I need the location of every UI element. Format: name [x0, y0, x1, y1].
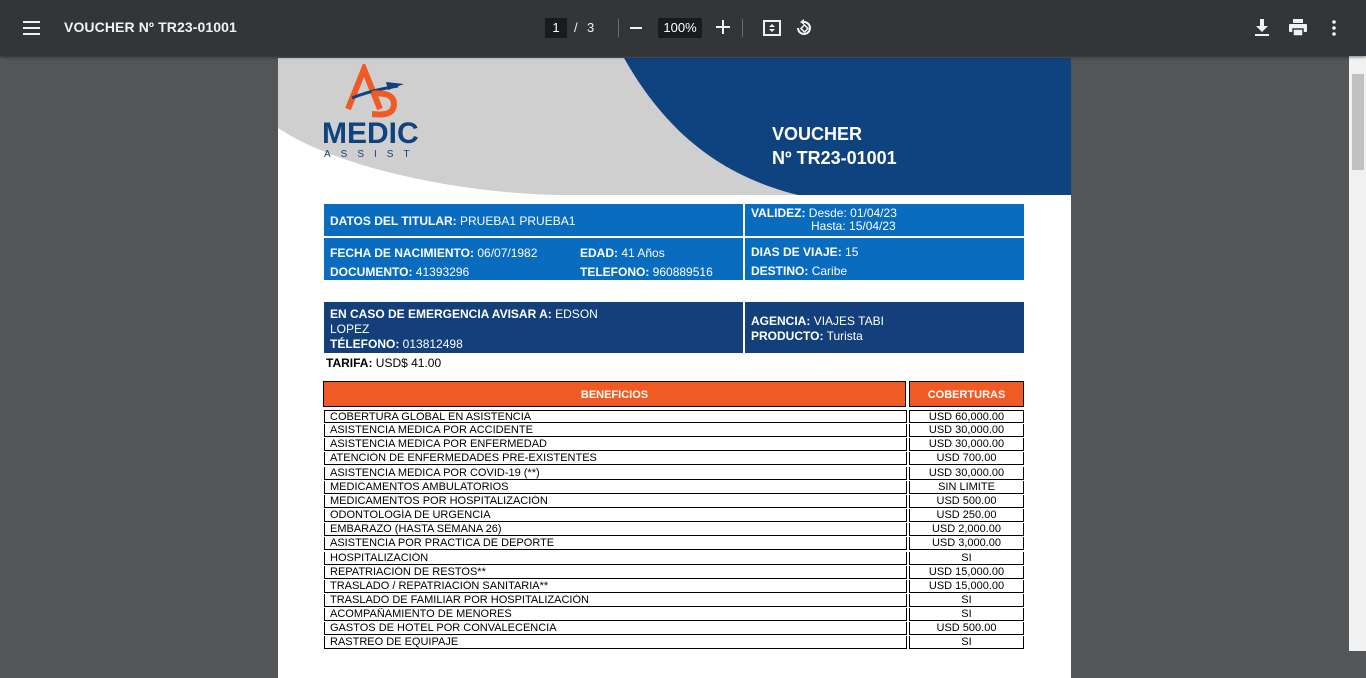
voucher-number: Nº TR23-01001 — [772, 148, 897, 168]
benefit-coverage: USD 700.00 — [909, 452, 1024, 465]
zoom-in-icon[interactable] — [716, 20, 730, 34]
table-row — [324, 594, 1024, 607]
table-row — [324, 509, 1024, 522]
benefit-name: TRASLADO DE FAMILIAR POR HOSPITALIZACIÓN — [324, 594, 907, 607]
validez-desde: Desde: 01/04/23 — [808, 206, 897, 220]
validez-label: VALIDEZ: — [751, 206, 806, 220]
benefit-coverage: SI — [909, 636, 1024, 649]
zoom-level-input[interactable]: 100% — [658, 18, 702, 38]
benefit-coverage: USD 250.00 — [909, 509, 1024, 522]
edad-value: 41 Años — [621, 246, 665, 260]
benefit-coverage: USD 3,000.00 — [909, 537, 1024, 550]
logo-medic-text: MEDIC — [322, 117, 419, 150]
page-separator: / — [574, 20, 578, 35]
table-row — [324, 608, 1024, 621]
benefit-name: RASTREO DE EQUIPAJE — [324, 636, 907, 649]
emergencia-tel-label: TÉLEFONO: — [330, 337, 400, 351]
page-total: 3 — [587, 20, 595, 35]
toolbar-divider — [618, 19, 619, 37]
logo-assist-text: ASSIST — [324, 149, 420, 160]
benefit-name: HOSPITALIZACIÓN — [324, 552, 907, 565]
benefit-coverage: USD 500.00 — [909, 622, 1024, 635]
zoom-out-icon[interactable] — [630, 27, 642, 29]
benefit-name: MEDICAMENTOS POR HOSPITALIZACIÓN — [324, 495, 907, 508]
document-title: VOUCHER Nº TR23-01001 — [64, 19, 237, 35]
table-row — [324, 467, 1024, 480]
emergency-cell — [324, 302, 743, 353]
dias-value: 15 — [845, 245, 859, 259]
emergencia-value-1: EDSON — [555, 307, 598, 321]
trip-data-cell — [745, 238, 1024, 280]
nacimiento-value: 06/07/1982 — [477, 246, 538, 260]
table-row — [324, 622, 1024, 635]
producto-label: PRODUCTO: — [751, 329, 824, 343]
benefit-coverage: USD 60,000.00 — [909, 410, 1024, 423]
producto-value: Turista — [826, 329, 863, 343]
table-row — [324, 537, 1024, 550]
benefit-name: ATENCIÓN DE ENFERMEDADES PRE-EXISTENTES — [324, 452, 907, 465]
more-icon[interactable] — [1330, 19, 1338, 37]
table-row — [324, 424, 1024, 437]
rotate-icon[interactable] — [794, 18, 814, 38]
benefit-coverage: USD 2,000.00 — [909, 523, 1024, 536]
voucher-title-line1: VOUCHER — [772, 124, 863, 144]
benefit-name: REPATRIACIÓN DE RESTOS** — [324, 566, 907, 579]
benefit-name: ASISTENCIA MEDICA POR ACCIDENTE — [324, 424, 907, 437]
page-number-input[interactable]: 1 — [545, 18, 567, 38]
table-row — [324, 580, 1024, 593]
benefit-name: ACOMPAÑAMIENTO DE MENORES — [324, 608, 907, 621]
telefono-value: 960889516 — [652, 265, 713, 279]
documento-value: 41393296 — [415, 265, 470, 279]
edad-label: EDAD: — [580, 246, 618, 260]
emergencia-value-2: LOPEZ — [330, 322, 370, 336]
table-row — [324, 566, 1024, 579]
agency-cell — [745, 302, 1024, 353]
menu-icon[interactable] — [20, 17, 44, 39]
emergencia-label: EN CASO DE EMERGENCIA AVISAR A: — [330, 307, 552, 321]
documento-label: DOCUMENTO: — [330, 265, 413, 279]
titular-label: DATOS DEL TITULAR: — [330, 214, 457, 228]
voucher-title — [772, 122, 897, 170]
toolbar-divider — [742, 19, 743, 37]
pdf-toolbar — [0, 0, 1366, 56]
agencia-label: AGENCIA: — [751, 314, 811, 328]
benefit-coverage: USD 30,000.00 — [909, 438, 1024, 451]
benefit-name: COBERTURA GLOBAL EN ASISTENCIA — [324, 410, 907, 423]
emergencia-tel-value: 013812498 — [402, 337, 463, 351]
table-row — [324, 495, 1024, 508]
table-row — [324, 438, 1024, 451]
tarifa-value: USD$ 41.00 — [375, 356, 442, 370]
table-row — [324, 452, 1024, 465]
titular-cell — [324, 204, 743, 236]
benefit-coverage: SI — [909, 608, 1024, 621]
print-icon[interactable] — [1288, 18, 1308, 38]
scrollbar-thumb[interactable] — [1352, 74, 1364, 170]
emergency-row — [324, 302, 1024, 353]
benefit-coverage: USD 500.00 — [909, 495, 1024, 508]
benefit-coverage: SIN LIMITE — [909, 481, 1024, 494]
benefit-name: ASISTENCIA MEDICA POR COVID-19 (**) — [324, 467, 907, 480]
benefit-name: MEDICAMENTOS AMBULATORIOS — [324, 481, 907, 494]
benefit-coverage: SI — [909, 594, 1024, 607]
medic-assist-logo — [322, 64, 442, 162]
destino-label: DESTINO: — [751, 264, 809, 278]
personal-data-cell — [324, 238, 743, 280]
benefit-name: ODONTOLOGÍA DE URGENCIA — [324, 509, 907, 522]
tarifa-label: TARIFA: — [326, 356, 373, 370]
nacimiento-label: FECHA DE NACIMIENTO: — [330, 246, 474, 260]
titular-value: PRUEBA1 PRUEBA1 — [460, 214, 576, 228]
validez-hasta: Hasta: 15/04/23 — [811, 219, 896, 233]
personal-data-row — [324, 238, 1024, 280]
benefit-name: EMBARAZO (HASTA SEMANA 26) — [324, 523, 907, 536]
dias-label: DIAS DE VIAJE: — [751, 245, 842, 259]
table-row — [324, 481, 1024, 494]
coberturas-header: COBERTURAS — [909, 381, 1024, 407]
benefit-name: ASISTENCIA MEDICA POR ENFERMEDAD — [324, 438, 907, 451]
telefono-label: TELEFONO: — [580, 265, 650, 279]
benefit-name: GASTOS DE HOTEL POR CONVALECENCIA — [324, 622, 907, 635]
benefit-coverage: USD 15,000.00 — [909, 580, 1024, 593]
document-page — [278, 58, 1071, 678]
beneficios-header: BENEFICIOS — [323, 381, 906, 407]
titular-row — [324, 204, 1024, 236]
validez-cell — [745, 204, 1024, 236]
table-row — [324, 636, 1024, 649]
tarifa — [326, 356, 441, 370]
benefit-coverage: USD 15,000.00 — [909, 566, 1024, 579]
benefit-coverage: USD 30,000.00 — [909, 424, 1024, 437]
destino-value: Caribe — [811, 264, 848, 278]
benefit-coverage: USD 30,000.00 — [909, 467, 1024, 480]
table-row — [324, 410, 1024, 423]
download-icon[interactable] — [1253, 18, 1271, 38]
benefit-name: TRASLADO / REPATRIACIÓN SANITARIA** — [324, 580, 907, 593]
table-row — [324, 523, 1024, 536]
benefit-name: ASISTENCIA POR PRACTICA DE DEPORTE — [324, 537, 907, 550]
fit-page-icon[interactable] — [762, 18, 782, 38]
agencia-value: VIAJES TABI — [813, 314, 884, 328]
table-row — [324, 552, 1024, 565]
benefit-coverage: SI — [909, 552, 1024, 565]
